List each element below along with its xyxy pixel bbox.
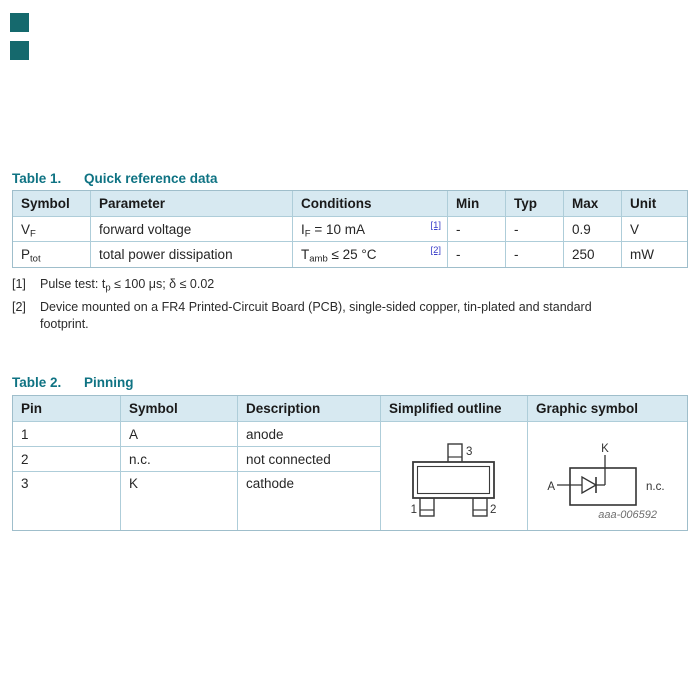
t1-row1-conditions-text: $I_F = 10$ mA bbox=[301, 221, 365, 239]
outline-pin1-label: 1 bbox=[410, 504, 417, 516]
t2-header-pin: Pin bbox=[13, 396, 121, 422]
t1-header-min: Min bbox=[448, 191, 506, 217]
table2-label: Table 2. bbox=[12, 375, 62, 390]
footnote-2-text: Device mounted on a FR4 Printed-Circuit Board (PCB), single-sided copper, tin-plated and standard footprint. bbox=[40, 300, 592, 331]
t1-row2-conditions bbox=[293, 242, 448, 267]
t2-header-description: Description bbox=[238, 396, 381, 422]
drawing-reference-code: aaa-006592 bbox=[598, 509, 657, 521]
t1-row2-min: - bbox=[448, 242, 506, 267]
pin2-lead bbox=[473, 498, 487, 516]
footnote-ref-1-link[interactable]: [1] bbox=[430, 220, 441, 231]
t2-row3-symbol: K bbox=[121, 472, 238, 530]
nc-label: n.c. bbox=[646, 481, 665, 493]
footnote-ref-2-link[interactable]: [2] bbox=[430, 245, 441, 256]
t2-row2-pin: 2 bbox=[13, 447, 121, 472]
simplified-outline-cell bbox=[381, 422, 528, 530]
graphic-symbol-cell bbox=[528, 422, 687, 530]
footnote-1-marker: [1] bbox=[12, 277, 26, 291]
t2-row1-symbol: A bbox=[121, 422, 238, 447]
table1-caption bbox=[12, 171, 218, 187]
t1-row1-max: 0.9 bbox=[564, 217, 622, 242]
t1-row2-typ: - bbox=[506, 242, 564, 267]
t2-header-graphic: Graphic symbol bbox=[528, 396, 687, 422]
t1-row2-conditions-text: $T_{amb} \le 25$ °C bbox=[301, 247, 377, 265]
t2-header-symbol: Symbol bbox=[121, 396, 238, 422]
t1-header-symbol: Symbol bbox=[13, 191, 91, 217]
t1-header-conditions: Conditions bbox=[293, 191, 448, 217]
teal-marker-1 bbox=[10, 13, 29, 32]
footnote-1-text: Pulse test: $t_p \le 100$ μs; δ ≤ 0.02 bbox=[40, 277, 215, 294]
sot23-package-drawing bbox=[381, 422, 527, 529]
package-body bbox=[413, 462, 494, 498]
footnote-2 bbox=[12, 299, 592, 333]
t1-row1-conditions bbox=[293, 217, 448, 242]
cathode-label: K bbox=[601, 443, 609, 455]
quick-reference-table bbox=[12, 190, 688, 268]
t1-header-unit: Unit bbox=[622, 191, 687, 217]
diode-triangle bbox=[582, 477, 596, 493]
t1-header-max: Max bbox=[564, 191, 622, 217]
t1-header-typ: Typ bbox=[506, 191, 564, 217]
t1-row2-max: 250 bbox=[564, 242, 622, 267]
t1-row1-typ: - bbox=[506, 217, 564, 242]
pin3-lead bbox=[448, 444, 462, 463]
t1-row2-symbol: $P_{tot}$ bbox=[13, 242, 91, 267]
t2-row3-pin: 3 bbox=[13, 472, 121, 530]
pin1-lead bbox=[420, 498, 434, 516]
symbol-box bbox=[570, 468, 636, 505]
t2-row1-pin: 1 bbox=[13, 422, 121, 447]
t1-row1-parameter: forward voltage bbox=[91, 217, 293, 242]
t2-row2-symbol: n.c. bbox=[121, 447, 238, 472]
table1-title: Quick reference data bbox=[84, 171, 218, 186]
outline-pin3-label: 3 bbox=[466, 446, 473, 458]
t1-row2-parameter: total power dissipation bbox=[91, 242, 293, 267]
table2-title: Pinning bbox=[84, 375, 134, 390]
t2-row1-description: anode bbox=[238, 422, 381, 447]
t2-row2-description: not connected bbox=[238, 447, 381, 472]
t2-header-outline: Simplified outline bbox=[381, 396, 528, 422]
teal-marker-2 bbox=[10, 41, 29, 60]
footnote-1 bbox=[12, 276, 214, 293]
pinning-table bbox=[12, 395, 688, 531]
t1-row1-symbol: $V_F$ bbox=[13, 217, 91, 242]
t1-header-parameter: Parameter bbox=[91, 191, 293, 217]
t2-row3-description: cathode bbox=[238, 472, 381, 530]
outline-pin2-label: 2 bbox=[490, 504, 497, 516]
table2-caption bbox=[12, 375, 134, 391]
table1-label: Table 1. bbox=[12, 171, 62, 186]
t1-row1-unit: V bbox=[622, 217, 687, 242]
t1-row2-unit: mW bbox=[622, 242, 687, 267]
anode-label: A bbox=[547, 481, 555, 493]
footnote-2-marker: [2] bbox=[12, 300, 26, 314]
t1-row1-min: - bbox=[448, 217, 506, 242]
diode-symbol-drawing bbox=[528, 422, 686, 529]
